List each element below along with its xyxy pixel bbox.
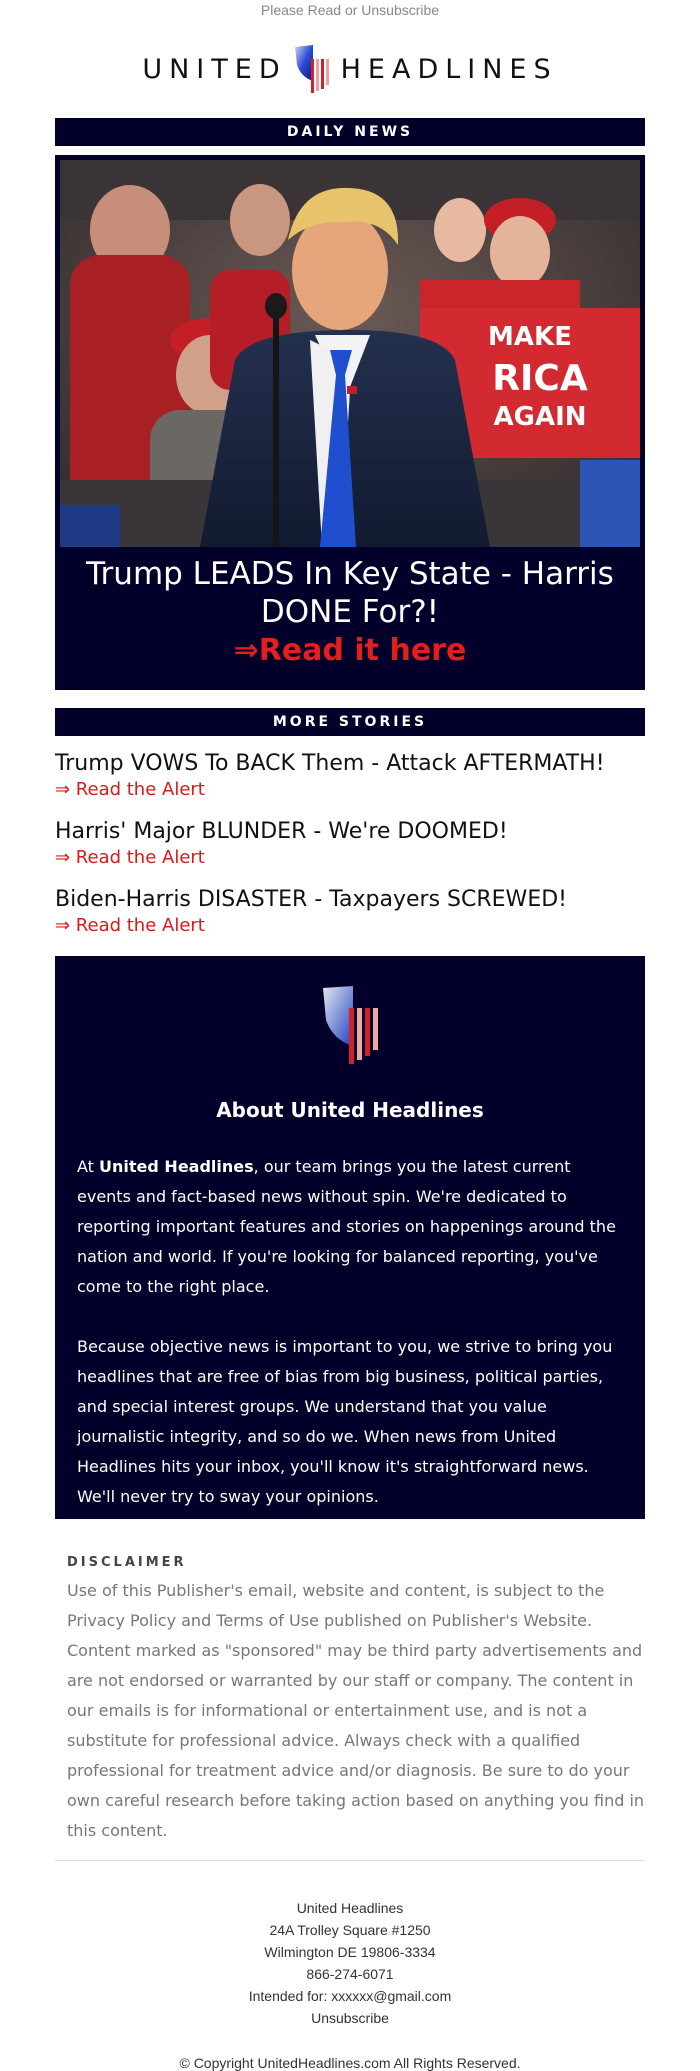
- about-paragraph-2: Because objective news is important to you, we strive to bring you headlines that are free of bias from big business, political parties, and special interest groups. We understand that you value journalistic integrity, and so do we. When news from United Headlines hits your inbox, you'll know it's straightforward news. We'll never try to sway your opinions.: [77, 1337, 613, 1506]
- svg-text:RICA: RICA: [492, 358, 588, 399]
- story-title[interactable]: Trump VOWS To BACK Them - Attack AFTERMATH!: [55, 751, 605, 776]
- footer-address-line-1: 24A Trolley Square #1250: [269, 1922, 431, 1938]
- logo-word-headlines: HEADLINES: [340, 53, 558, 85]
- about-paragraph-1: [77, 1152, 623, 1302]
- read-alert-link[interactable]: ⇒ Read the Alert: [55, 847, 205, 868]
- brand-logo[interactable]: [0, 38, 700, 100]
- about-brand-name: United Headlines: [99, 1157, 254, 1176]
- more-stories-bar: MORE STORIES: [55, 708, 645, 736]
- logo-word-united: UNITED: [142, 53, 287, 85]
- about-p1-rest: , our team brings you the latest current events and fact-based news without spin. We're dedicated to reporting important features and stories on happenings around the nation and world. If you're looking for balanced reporting, you've come to the right place.: [77, 1157, 616, 1296]
- read-or-unsubscribe-link[interactable]: Please Read or Unsubscribe: [260, 2, 440, 18]
- story-title[interactable]: Harris' Major BLUNDER - We're DOOMED!: [55, 819, 508, 844]
- more-stories-list: [55, 750, 645, 938]
- footer-phone: 866-274-6071: [306, 1966, 394, 1982]
- story-item: [55, 886, 645, 938]
- footer-intended-for: Intended for: xxxxxx@gmail.com: [248, 1988, 452, 2004]
- about-p1-prefix: At: [77, 1157, 100, 1176]
- featured-read-link[interactable]: ⇒Read it here: [233, 633, 467, 668]
- disclaimer-text: Use of this Publisher's email, website and content, is subject to the Privacy Policy and Terms of Use published on Publisher's Website. Content marked as "sponsored" may be third party advertisements and are not endorsed or warranted by our staff or company. The content in our emails is for informational or entertainment use, and is not a substitute for professional advice. Always check with a qualified professional for treatment advice and/or diagnosis. Be sure to do your own careful research before taking action based on anything you find in this content.: [67, 1581, 645, 1840]
- copyright: © Copyright UnitedHeadlines.com All Rights Reserved.: [179, 2055, 521, 2071]
- shield-logo-icon: [291, 43, 331, 95]
- unsubscribe-link[interactable]: Unsubscribe: [311, 2010, 389, 2026]
- read-alert-link[interactable]: ⇒ Read the Alert: [55, 915, 205, 936]
- about-section: [55, 956, 645, 1519]
- story-item: [55, 750, 645, 802]
- footer-address: [0, 1897, 700, 2029]
- story-item: [55, 818, 645, 870]
- svg-text:AGAIN: AGAIN: [493, 402, 587, 432]
- featured-story-image[interactable]: [60, 160, 640, 547]
- disclaimer-label: DISCLAIMER: [67, 1555, 187, 1570]
- featured-story: [55, 155, 645, 690]
- featured-headline[interactable]: Trump LEADS In Key State - Harris DONE For?!: [86, 556, 614, 630]
- shield-logo-icon: [319, 984, 381, 1066]
- story-title[interactable]: Biden-Harris DISASTER - Taxpayers SCREWED!: [55, 887, 567, 912]
- read-alert-link[interactable]: ⇒ Read the Alert: [55, 779, 205, 800]
- daily-news-bar: DAILY NEWS: [55, 118, 645, 146]
- about-title: About United Headlines: [216, 1098, 484, 1122]
- preheader: [0, 0, 700, 20]
- disclaimer-section: [67, 1555, 645, 1846]
- footer-address-line-2: Wilmington DE 19806-3334: [264, 1944, 436, 1960]
- svg-text:MAKE: MAKE: [488, 322, 572, 352]
- footer-company: United Headlines: [296, 1900, 404, 1916]
- divider: [55, 1860, 645, 1861]
